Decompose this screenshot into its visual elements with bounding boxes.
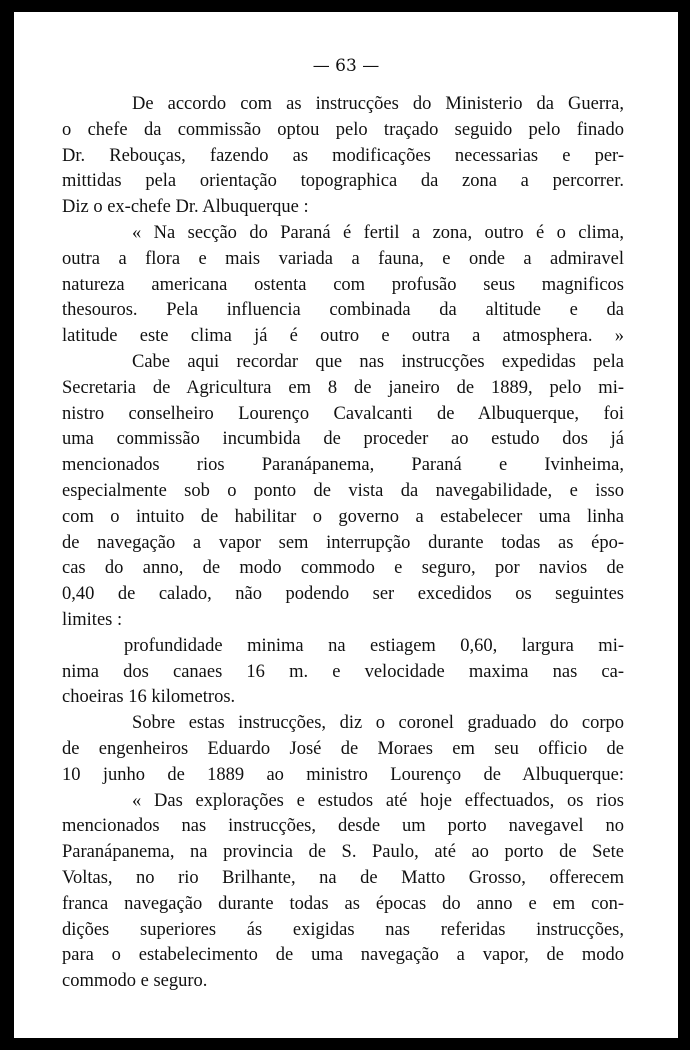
text-line: 10 junho de 1889 ao ministro Lourenço de Albuquerque: [62,764,624,785]
text-line: limites : [62,609,123,630]
text-line: Voltas, no rio Brilhante, na de Matto Grosso, offerecem [62,867,624,888]
body-text [62,92,624,995]
text-line: De accordo com as instrucções do Ministerio da Guerra, [132,94,624,114]
text-line: dições superiores ás exigidas nas referidas instrucções, [62,919,624,940]
text-line: Paranápanema, na provincia de S. Paulo, até ao porto de Sete [62,842,624,863]
text-line: « Na secção do Paraná é fertil a zona, outro é o clima, [132,222,624,243]
text-line: mencionados nas instrucções, desde um porto navegavel no [62,816,624,837]
text-line: Diz o ex-chefe Dr. Albuquerque : [62,197,309,218]
text-line: de engenheiros Eduardo José de Moraes em seu officio de [62,738,624,759]
text-line: natureza americana ostenta com profusão seus magnificos [62,274,624,295]
text-line: nima dos canaes 16 m. e velocidade maxima nas ca- [62,661,624,682]
text-line: para o estabelecimento de uma navegação a vapor, de modo [62,945,624,966]
text-line: nistro conselheiro Lourenço Cavalcanti de Albuquerque, foi [62,403,624,424]
text-line: thesouros. Pela influencia combinada da altitude e da [62,300,624,321]
text-line: choeiras 16 kilometros. [62,687,236,708]
text-line: cas do anno, de modo commodo e seguro, por navios de [62,558,624,579]
text-line: Dr. Rebouças, fazendo as modificações necessarias e per- [62,145,624,166]
text-line: Cabe aqui recordar que nas instrucções expedidas pela [132,351,624,372]
text-line: mittidas pela orientação topographica da zona a percorrer. [62,171,624,192]
text-line: de navegação a vapor sem interrupção durante todas as épo- [62,532,624,553]
text-line: o chefe da commissão optou pelo traçado seguido pelo finado [62,119,624,140]
text-line: franca navegação durante todas as épocas do anno e em con- [62,893,624,914]
book-page [14,12,678,1038]
text-line: com o intuito de habilitar o governo a estabelecer uma linha [62,506,624,527]
text-line: latitude este clima já é outro e outra a atmosphera. » [62,326,624,347]
page-number: — 63 — [312,56,380,76]
text-line: commodo e seguro. [62,971,208,992]
text-line: mencionados rios Paranápanema, Paraná e Ivinheima, [62,455,624,476]
text-line: outra a flora e mais variada a fauna, e onde a admiravel [62,248,624,269]
text-line: Sobre estas instrucções, diz o coronel graduado do corpo [132,713,624,734]
text-line: Secretaria de Agricultura em 8 de janeiro de 1889, pelo mi- [62,377,624,398]
text-line: uma commissão incumbida de proceder ao estudo dos já [62,429,624,450]
text-line: especialmente sob o ponto de vista da navegabilidade, e isso [62,480,624,501]
text-line: « Das explorações e estudos até hoje effectuados, os rios [132,790,624,811]
text-line: profundidade minima na estiagem 0,60, largura mi- [124,635,624,656]
text-line: 0,40 de calado, não podendo ser excedidos os seguintes [62,584,624,605]
